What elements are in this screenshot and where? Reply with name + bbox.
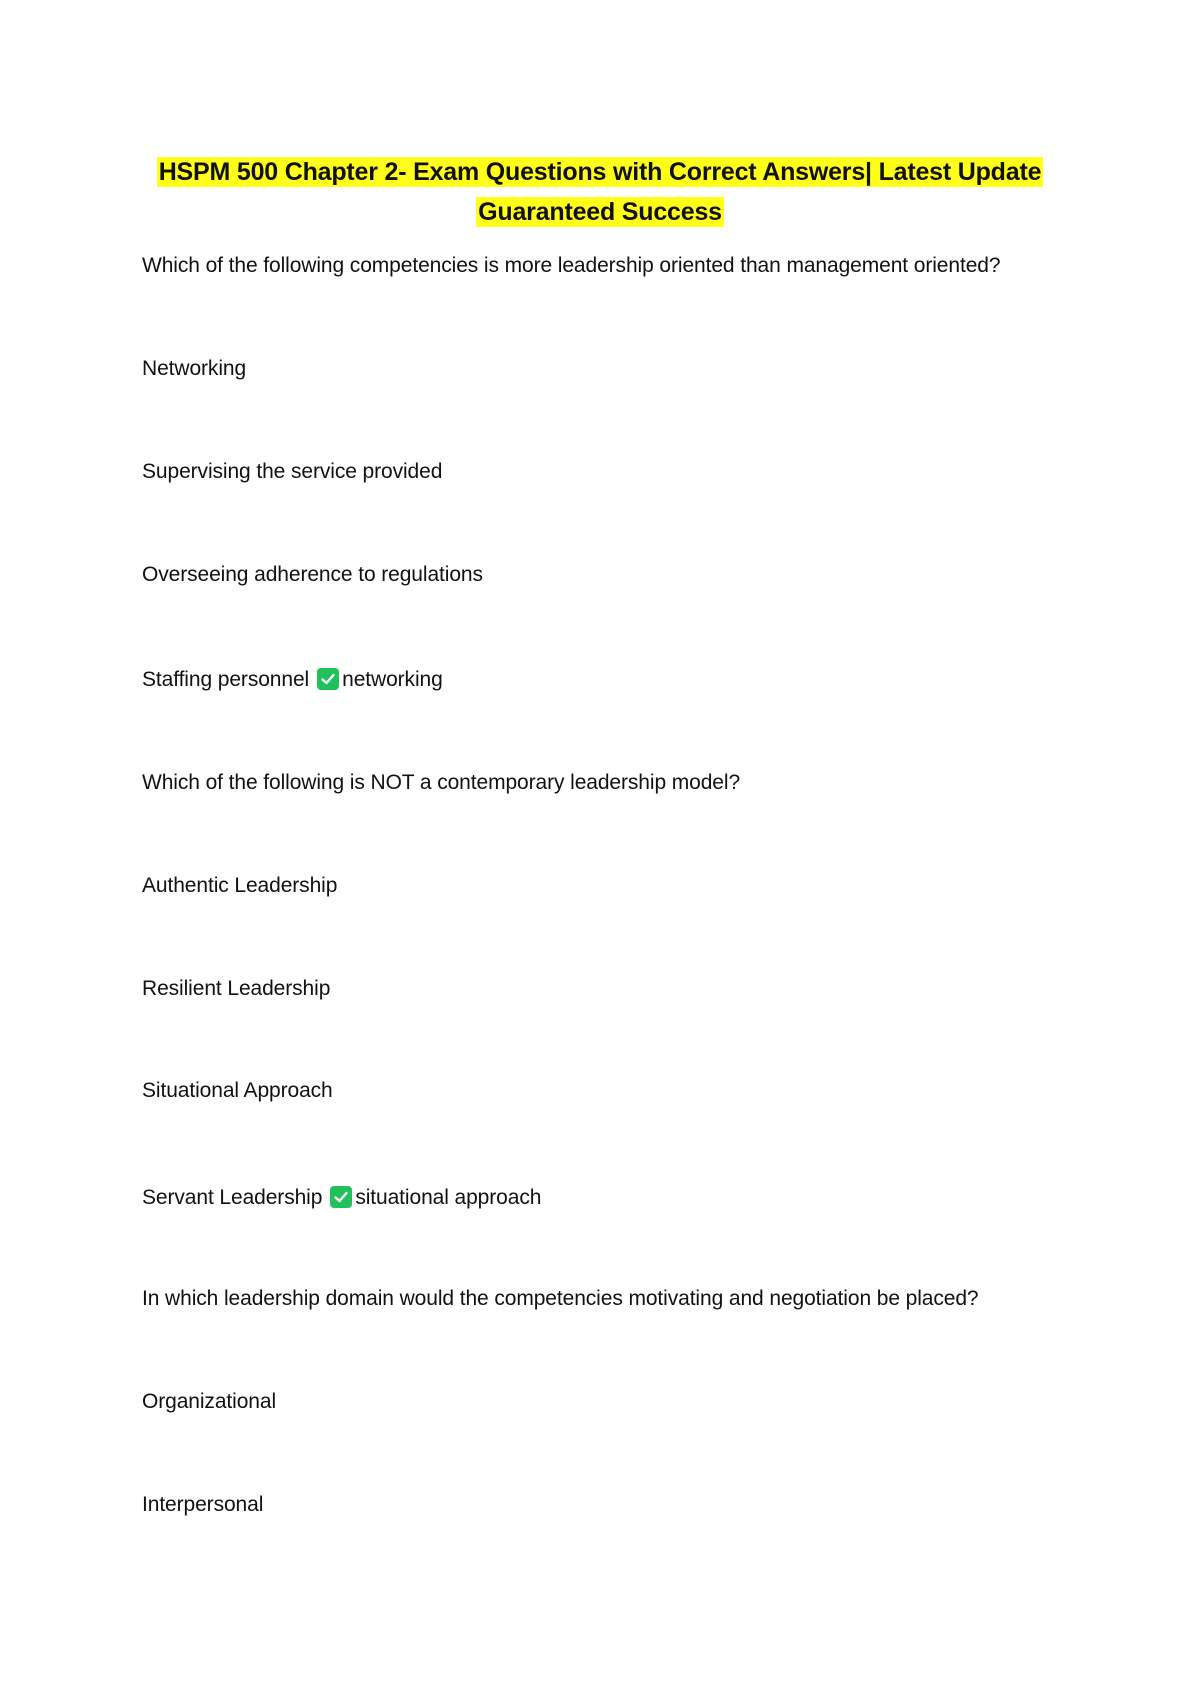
checkmark-icon (330, 1186, 352, 1208)
q1-option-4: Staffing personnel (142, 668, 310, 691)
checkmark-icon (317, 668, 339, 690)
q3-option-2: Interpersonal (142, 1493, 264, 1516)
question-1: Which of the following competencies is more leadership oriented than management oriented? (142, 254, 1001, 277)
q2-option-4-with-answer (142, 1184, 541, 1212)
q2-option-4: Servant Leadership (142, 1186, 323, 1209)
q1-option-3: Overseeing adherence to regulations (142, 563, 483, 586)
title-line-1: HSPM 500 Chapter 2- Exam Questions with Correct Answers| Latest Update (158, 158, 1042, 186)
document-title (0, 152, 1200, 232)
q2-option-2: Resilient Leadership (142, 977, 331, 1000)
title-line-2: Guaranteed Success (478, 198, 722, 226)
question-2: Which of the following is NOT a contemporary leadership model? (142, 771, 741, 794)
q2-option-3: Situational Approach (142, 1079, 333, 1102)
q1-answer: networking (342, 668, 443, 691)
q2-answer: situational approach (355, 1186, 542, 1209)
q1-option-1: Networking (142, 357, 247, 380)
q1-option-4-with-answer (142, 666, 443, 694)
question-3: In which leadership domain would the competencies motivating and negotiation be placed? (142, 1287, 979, 1310)
q2-option-1: Authentic Leadership (142, 874, 338, 897)
q1-option-2: Supervising the service provided (142, 460, 443, 483)
q3-option-1: Organizational (142, 1390, 277, 1413)
